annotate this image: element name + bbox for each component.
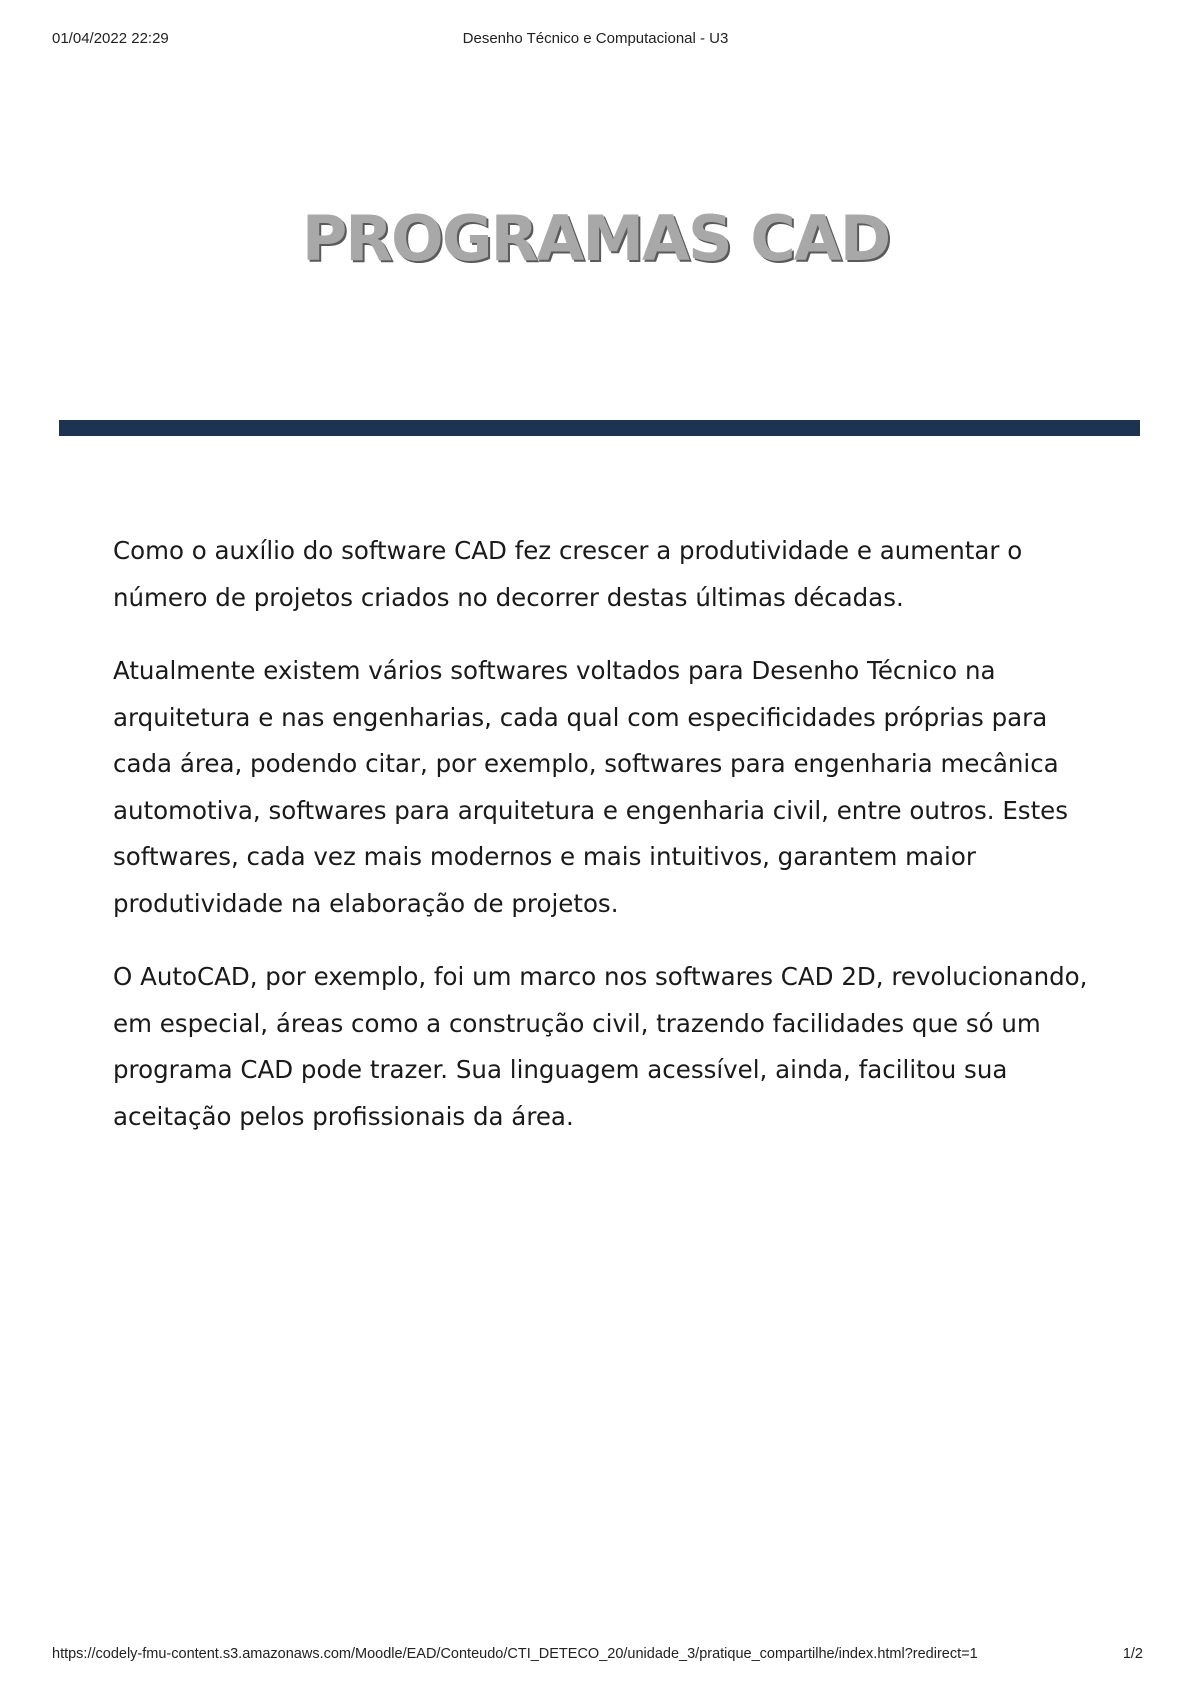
article-body — [113, 528, 1093, 1167]
paragraph-software-overview: Atualmente existem vários softwares voltados para Desenho Técnico na arquitetura e nas engenharias, cada qual com especificidades próprias para cada área, podendo citar, por exemplo, softwares para engenharia mecânica automotiva, softwares para arquitetura e engenharia civil, entre outros. Estes softwares, cada vez mais modernos e mais intuitivos, garantem maior produtividade na elaboração de projetos. — [113, 656, 1069, 918]
title-divider — [59, 420, 1140, 436]
paragraph-intro: Como o auxílio do software CAD fez crescer a produtividade e aumentar o número de projetos criados no decorrer destas últimas décadas. — [113, 536, 1023, 612]
page-title: PROGRAMAS CAD — [301, 202, 890, 275]
paragraph-autocad: O AutoCAD, por exemplo, foi um marco nos softwares CAD 2D, revolucionando, em especial, áreas como a construção civil, trazendo facilidades que só um programa CAD pode trazer. Sua linguagem acessível, ainda, facilitou sua aceitação pelos profissionais da área. — [113, 962, 1088, 1131]
print-header-date: 01/04/2022 22:29 — [52, 30, 169, 47]
print-footer-url: https://codely-fmu-content.s3.amazonaws.com/Moodle/EAD/Conteudo/CTI_DETECO_20/unidade_3/pratique_compartilhe/index.html?redirect=1 — [52, 1646, 978, 1662]
print-header-title: Desenho Técnico e Computacional - U3 — [462, 30, 729, 47]
print-footer-page-number: 1/2 — [1122, 1646, 1143, 1662]
